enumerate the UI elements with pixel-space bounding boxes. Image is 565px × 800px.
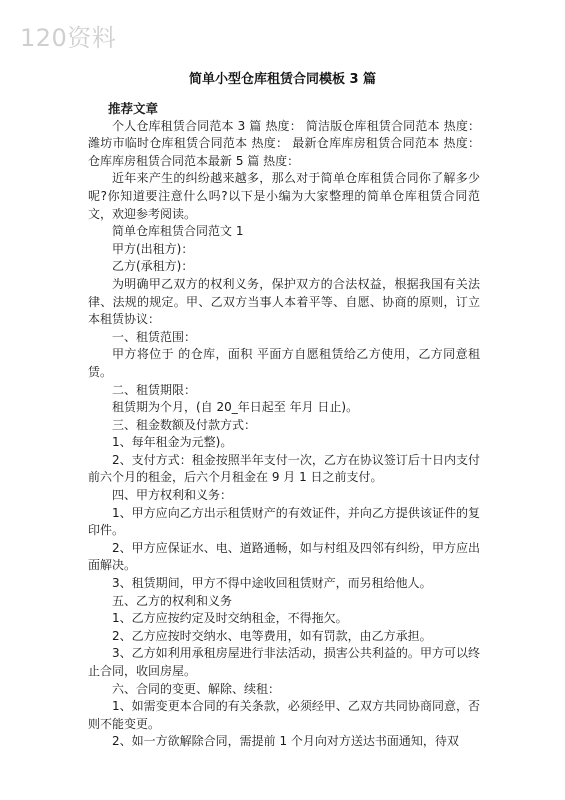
paragraph: 为明确甲乙双方的权利义务，保护双方的合法权益，根据我国有关法律、法规的规定。甲、乙双方当事人本着平等、自愿、协商的原则，订立本租赁协议： bbox=[88, 276, 480, 327]
paragraph: 四、甲方权利和义务： bbox=[112, 488, 233, 503]
document-title: 简单小型仓库租赁合同模板 3 篇 bbox=[188, 72, 377, 87]
paragraph: 1、如需变更本合同的有关条款，必须经甲、乙双方共同协商同意，否则不能变更。 bbox=[88, 699, 480, 731]
paragraph: 一、租赁范围： bbox=[112, 329, 197, 344]
paragraph: 简单仓库租赁合同范文 1 bbox=[112, 224, 244, 239]
paragraph: 1、甲方应向乙方出示租赁财产的有效证件，并向乙方提供该证件的复印件。 bbox=[88, 505, 480, 538]
paragraph: 三、租金数额及付款方式： bbox=[112, 417, 257, 432]
paragraph: 租赁期为个月，(自 20_年日起至 年月 日止)。 bbox=[112, 400, 359, 415]
paragraph: 1、乙方应按约定及时交纳租金，不得拖欠。 bbox=[112, 611, 348, 626]
paragraph: 个人仓库租赁合同范本 3 篇 热度： 简洁版仓库租赁合同范本 热度： 潍坊市临时仓库租赁合同范本 热度： 最新仓库库房租赁合同范本 热度： 仓库库房租赁合同范本最新 5 篇 热度： bbox=[88, 118, 480, 168]
paragraph: 二、租赁期限： bbox=[112, 382, 197, 397]
paragraph: 2、如一方欲解除合同，需提前 1 个月向对方送达书面通知，待双 bbox=[112, 734, 459, 749]
paragraph: 1、每年租金为元整)。 bbox=[112, 435, 233, 450]
paragraph: 2、支付方式：租金按照半年支付一次，乙方在协议签订后十日内支付前六个月的租金，后六个月租金在 9 月 1 日之前支付。 bbox=[88, 452, 480, 485]
paragraph: 甲方将位于 的仓库，面积 平面方自愿租赁给乙方使用，乙方同意租赁。 bbox=[88, 347, 480, 379]
document-body bbox=[88, 100, 480, 751]
paragraph: 甲方(出租方)： bbox=[112, 241, 194, 256]
paragraph: 乙方(承租方)： bbox=[112, 259, 194, 274]
paragraph: 六、合同的变更、解除、续租： bbox=[112, 681, 281, 696]
watermark-logo: 120资料 bbox=[20, 24, 117, 52]
paragraph: 3、乙方如利用承租房屋进行非法活动，损害公共利益的。甲方可以终止合同，收回房屋。 bbox=[88, 646, 480, 678]
paragraph: 3、租赁期间，甲方不得中途收回租赁财产，而另租给他人。 bbox=[112, 576, 432, 591]
paragraph: 近年来产生的纠纷越来越多，那么对于简单仓库租赁合同你了解多少呢?你知道要注意什么吗?以下是小编为大家整理的简单仓库租赁合同范文，欢迎参考阅读。 bbox=[88, 171, 480, 221]
paragraph: 五、乙方的权利和义务 bbox=[112, 593, 233, 608]
paragraph: 2、乙方应按时交纳水、电等费用，如有罚款，由乙方承担。 bbox=[112, 628, 432, 643]
paragraph: 2、甲方应保证水、电、道路通畅，如与村组及四邻有纠纷，甲方应出面解决。 bbox=[88, 540, 480, 573]
recommend-heading: 推荐文章 bbox=[108, 101, 159, 116]
